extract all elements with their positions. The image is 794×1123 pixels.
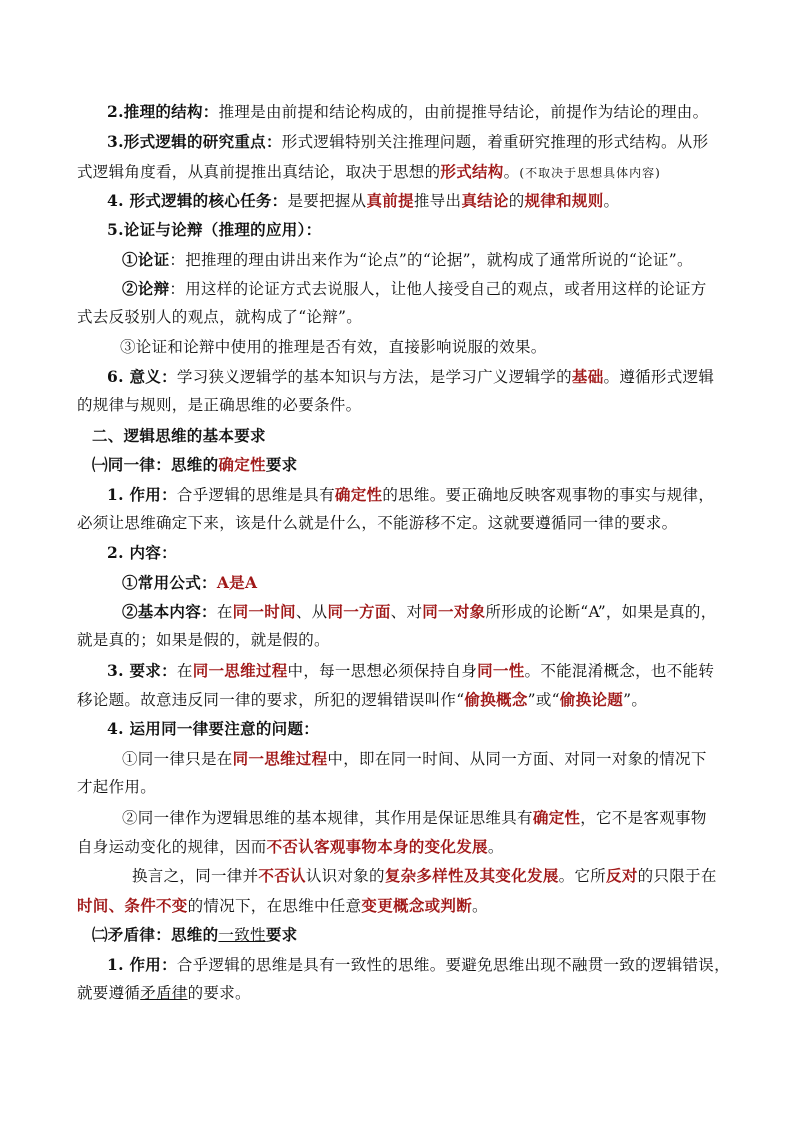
text-segment: ㈠同一律：思维的 [92, 455, 219, 474]
text-segment: 换言之，同一律并 [132, 867, 259, 885]
text-segment: 3. 要求： [107, 661, 177, 680]
emphasis-text: 变更概念或判断 [361, 896, 473, 915]
text-segment: 1. 作用： [107, 485, 177, 504]
text-line [0, 950, 794, 980]
text-segment: 的情况下，在思维中任意 [187, 897, 362, 915]
text-line [0, 245, 794, 275]
emphasis-text: 反对 [606, 866, 638, 885]
text-line [0, 979, 794, 1008]
text-line [0, 391, 794, 420]
text-line [0, 509, 794, 538]
text-segment: 学习狭义逻辑学的基本知识与方法，是学习广义逻辑学的 [176, 368, 572, 386]
text-segment: 。 [472, 897, 488, 915]
text-line [0, 538, 794, 568]
text-line [0, 480, 794, 510]
text-segment: 的要求。 [187, 984, 251, 1002]
text-line [0, 303, 794, 332]
text-segment: 式逻辑角度看，从真前提推出真结论，取决于思想的 [77, 163, 441, 181]
text-segment: 、从 [295, 603, 328, 621]
text-segment: 合乎逻辑的思维是具有 [176, 486, 335, 504]
text-segment: ”或“ [527, 691, 560, 709]
text-segment: 。 [603, 192, 620, 210]
text-segment: ②基本内容： [122, 602, 217, 621]
text-line [0, 626, 794, 655]
emphasis-text: 偷换论题 [559, 690, 624, 709]
text-line [0, 186, 794, 216]
text-segment: ”。 [623, 691, 648, 709]
text-segment: 在 [176, 662, 193, 680]
text-segment: 是要把握从 [287, 192, 367, 210]
emphasis-text: 规律和规则 [524, 191, 604, 210]
text-segment: 。不能混淆概念，也不能转 [524, 662, 715, 680]
text-segment: 要求 [265, 925, 298, 944]
emphasis-text: 确定性 [218, 455, 266, 474]
text-line [0, 362, 794, 392]
subsection-heading [0, 920, 794, 950]
text-line [0, 597, 794, 627]
text-segment: ①同一律只是在 [122, 750, 233, 768]
text-line [0, 773, 794, 802]
text-segment: 推导出 [413, 192, 462, 210]
text-line [0, 157, 794, 188]
text-segment: 中，即在同一时间、从同一方面、对同一对象的情况下 [327, 750, 707, 768]
text-segment: 。它所 [558, 867, 607, 885]
text-segment: 二、逻辑思维的基本要求 [92, 426, 266, 445]
emphasis-text: 同一对象 [422, 602, 486, 621]
text-segment: 的 [508, 192, 525, 210]
text-segment: ㈡矛盾律：思维的 [92, 925, 219, 944]
text-segment: 自身运动变化的规律，因而 [77, 838, 267, 856]
emphasis-text: 形式结构 [440, 162, 504, 181]
text-segment: 一致性 [218, 926, 266, 944]
text-segment: ：用这样的论证方式去说服人，让他人接受自己的观点，或者用这样的论证方 [169, 280, 707, 298]
text-line [0, 832, 794, 862]
emphasis-text: 不否认客观事物本身的变化发展 [266, 837, 488, 856]
emphasis-text: 确定性 [532, 808, 581, 827]
emphasis-text: 真结论 [461, 191, 509, 210]
text-segment: 4. 运用同一律要注意的问题： [107, 719, 320, 738]
text-segment: 5.论证与论辩（推理的应用）： [107, 220, 322, 239]
emphasis-text: 复杂多样性及其变化发展 [384, 866, 559, 885]
text-segment: 要求 [265, 455, 298, 474]
text-segment: 移论题。故意违反同一律的要求，所犯的逻辑错误叫作“ [77, 691, 465, 709]
text-segment: 在 [216, 603, 233, 621]
text-segment: 就是真的；如果是假的，就是假的。 [77, 631, 330, 649]
emphasis-text: 真前提 [366, 191, 414, 210]
text-segment: ②同一律作为逻辑思维的基本规律，其作用是保证思维具有 [122, 809, 533, 827]
text-segment: 才起作用。 [77, 778, 157, 796]
text-line [0, 97, 794, 127]
text-line [0, 803, 794, 833]
text-segment: 式去反驳别人的观点，就构成了“论辩”。 [77, 308, 363, 326]
text-segment: 形式逻辑特别关注推理问题，着重研究推理的形式结构。从形 [281, 133, 709, 151]
emphasis-text: 同一时间 [232, 602, 296, 621]
emphasis-text: 确定性 [334, 485, 383, 504]
text-segment: 的思维。要正确地反映客观事物的事实与规律， [382, 486, 715, 504]
text-line [0, 714, 794, 744]
text-segment: ①常用公式： [122, 573, 217, 592]
emphasis-text: A是A [216, 573, 258, 592]
text-segment: ，它不是客观事物 [580, 809, 707, 827]
text-segment: 。 [487, 838, 504, 856]
text-segment: 所形成的论断“A”，如果是真的， [485, 603, 717, 621]
section-heading [0, 421, 794, 451]
text-line [0, 861, 794, 891]
subsection-heading [0, 450, 794, 480]
text-segment: 认识对象的 [305, 867, 385, 885]
text-segment: 的只限于在 [637, 867, 717, 885]
emphasis-text: 基础 [571, 367, 604, 386]
text-segment: 6. 意义： [107, 367, 177, 386]
text-line [0, 127, 794, 157]
text-segment: 2.推理的结构： [107, 102, 219, 121]
text-segment: 、对 [390, 603, 423, 621]
text-segment: 3.形式逻辑的研究重点： [107, 132, 282, 151]
text-segment: 的规律与规则，是正确思维的必要条件。 [77, 396, 362, 414]
text-segment: ：把推理的理由讲出来作为“论点”的“论据”，就构成了通常所说的“论证”。 [169, 251, 693, 269]
text-segment: ②论辩 [122, 279, 170, 298]
text-segment: 推理是由前提和结论构成的，由前提推导结论，前提作为结论的理由。 [218, 103, 709, 121]
text-line [0, 333, 794, 362]
text-segment: 。 [503, 163, 520, 181]
text-line [0, 568, 794, 598]
text-line [0, 685, 794, 715]
text-segment: 合乎逻辑的思维是具有一致性的思维。要避免思维出现不融贯一致的逻辑错误， [176, 956, 730, 974]
text-segment: 必须让思维确定下来，该是什么就是什么，不能游移不定。这就要遵循同一律的要求。 [77, 514, 678, 532]
text-segment: ③论证和论辩中使用的推理是否有效，直接影响说服的效果。 [120, 338, 547, 356]
text-segment: 矛盾律 [140, 984, 188, 1002]
text-segment: ①论证 [122, 250, 170, 269]
text-segment: 4. 形式逻辑的核心任务： [107, 191, 288, 210]
emphasis-text: 同一性 [477, 661, 525, 680]
text-line [0, 891, 794, 921]
emphasis-text: 时间、条件不变 [77, 896, 188, 915]
text-segment: 2. 内容： [107, 543, 177, 562]
emphasis-text: 同一思维过程 [232, 749, 328, 768]
text-segment: 中，每一思想必须保持自身 [287, 662, 478, 680]
text-line [0, 215, 794, 245]
emphasis-text: 同一方面 [327, 602, 391, 621]
text-line [0, 274, 794, 304]
text-segment: 就要遵循 [77, 984, 141, 1002]
emphasis-text: 偷换概念 [464, 690, 528, 709]
emphasis-text: 不否认 [258, 866, 306, 885]
text-line [0, 656, 794, 686]
text-segment: (不取决于思想具体内容) [519, 166, 661, 180]
emphasis-text: 同一思维过程 [192, 661, 288, 680]
text-segment: 。遵循形式逻辑 [603, 368, 715, 386]
text-segment: 1. 作用： [107, 955, 177, 974]
text-line [0, 744, 794, 774]
